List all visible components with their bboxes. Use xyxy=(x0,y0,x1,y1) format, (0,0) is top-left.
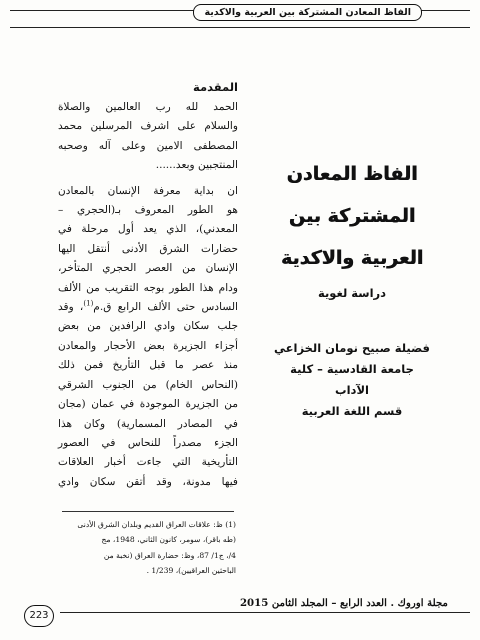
article-title-line: العربية والاكدية xyxy=(280,247,424,269)
paragraph-2 xyxy=(58,182,238,493)
footnote-line: (1) ظ: علاقات العراق القديم وبلدان الشرق الأدنى xyxy=(77,520,236,529)
footnote-line: الباحثين العراقيين)، 1/239 . xyxy=(146,565,236,575)
text-line: الإنسان من العصر الحجري المتأخر، xyxy=(58,262,238,275)
header-rule-bottom xyxy=(10,27,470,28)
text-line: والسلام على اشرف المرسلين محمد xyxy=(58,120,238,133)
text-line: المنتجبين وبعد...... xyxy=(155,159,238,172)
text-line: (النحاس الخام) من الجنوب الشرقي xyxy=(58,378,238,391)
article-subtitle: دراسة لغوية xyxy=(317,286,387,300)
text-line: منذ عصر ما قبل التأريخ فمن ذلك xyxy=(58,359,238,372)
article-title-line: المشتركة بين xyxy=(288,205,416,227)
text-line: هو الطور المعروف بـ(الحجري – xyxy=(58,204,238,217)
text-line: ان بداية معرفة الإنسان بالمعادن xyxy=(58,184,238,197)
text-line: حضارات الشرق الأدنى أنتقل اليها xyxy=(58,242,238,255)
article-title-line: الفاظ المعادن xyxy=(286,163,418,185)
text-line: المعدني)، الذي يعد أول مرحلة في xyxy=(58,223,238,236)
body-column xyxy=(58,78,238,492)
affiliation-line: الآداب xyxy=(335,383,369,397)
text-segment: السادس حتى الألف الرابع ق.م xyxy=(93,301,238,314)
footnote xyxy=(58,517,236,578)
footnote-ref: (1) xyxy=(83,299,94,308)
text-line: ودام هذا الطور بوجه التقريب من الألف xyxy=(58,281,238,294)
running-title: الفاظ المعادن المشتركة بين العربية والاكدية xyxy=(193,4,422,21)
footnote-separator xyxy=(62,511,234,512)
section-heading: المقدمة xyxy=(193,80,238,94)
footnote-line: 4/، ج1/ 87، وظ: حضارة العراق (نخبة من xyxy=(103,550,236,560)
affiliation-line: جامعة القادسية – كلية xyxy=(290,362,414,376)
text-line: الحمد لله رب العالمين والصلاة xyxy=(58,101,238,113)
journal-info: مجلة اوروك . العدد الرابع – المجلد الثامن 2015 xyxy=(239,597,448,609)
footnote-line: (طه باقر)، سومر، كانون الثاني، 1948، مج xyxy=(101,535,236,545)
text-line: المصطفى الامين وعلى آله وصحبه xyxy=(58,139,238,152)
footer-rule xyxy=(60,612,470,613)
text-line: التأريخية التي جاءت أخبار العلاقات xyxy=(58,456,238,469)
text-line: أجزاء الجزيرة بعض الأحجار والمعادن xyxy=(58,339,238,352)
text-line: الجزء مصدراً للنحاس في العصور xyxy=(58,436,238,449)
paragraph-1 xyxy=(58,98,238,176)
text-line: من الجزيرة الموجودة في عمان (مجان xyxy=(58,398,238,411)
text-line-with-ref xyxy=(58,298,238,317)
text-line: فيها مدونة، وقد أتقن سكان وادي xyxy=(58,475,238,488)
text-line: جلب سكان وادي الرافدين من بعض xyxy=(58,320,238,333)
title-block xyxy=(252,160,452,422)
author-name: فضيلة صبيح نومان الخزاعي xyxy=(274,341,430,355)
page-number: 223 xyxy=(24,605,54,627)
affiliation-line: قسم اللغة العربية xyxy=(301,404,403,418)
text-segment: ، وقد xyxy=(58,301,84,314)
text-line: في المصادر المسمارية) وكان هذا xyxy=(58,417,238,430)
